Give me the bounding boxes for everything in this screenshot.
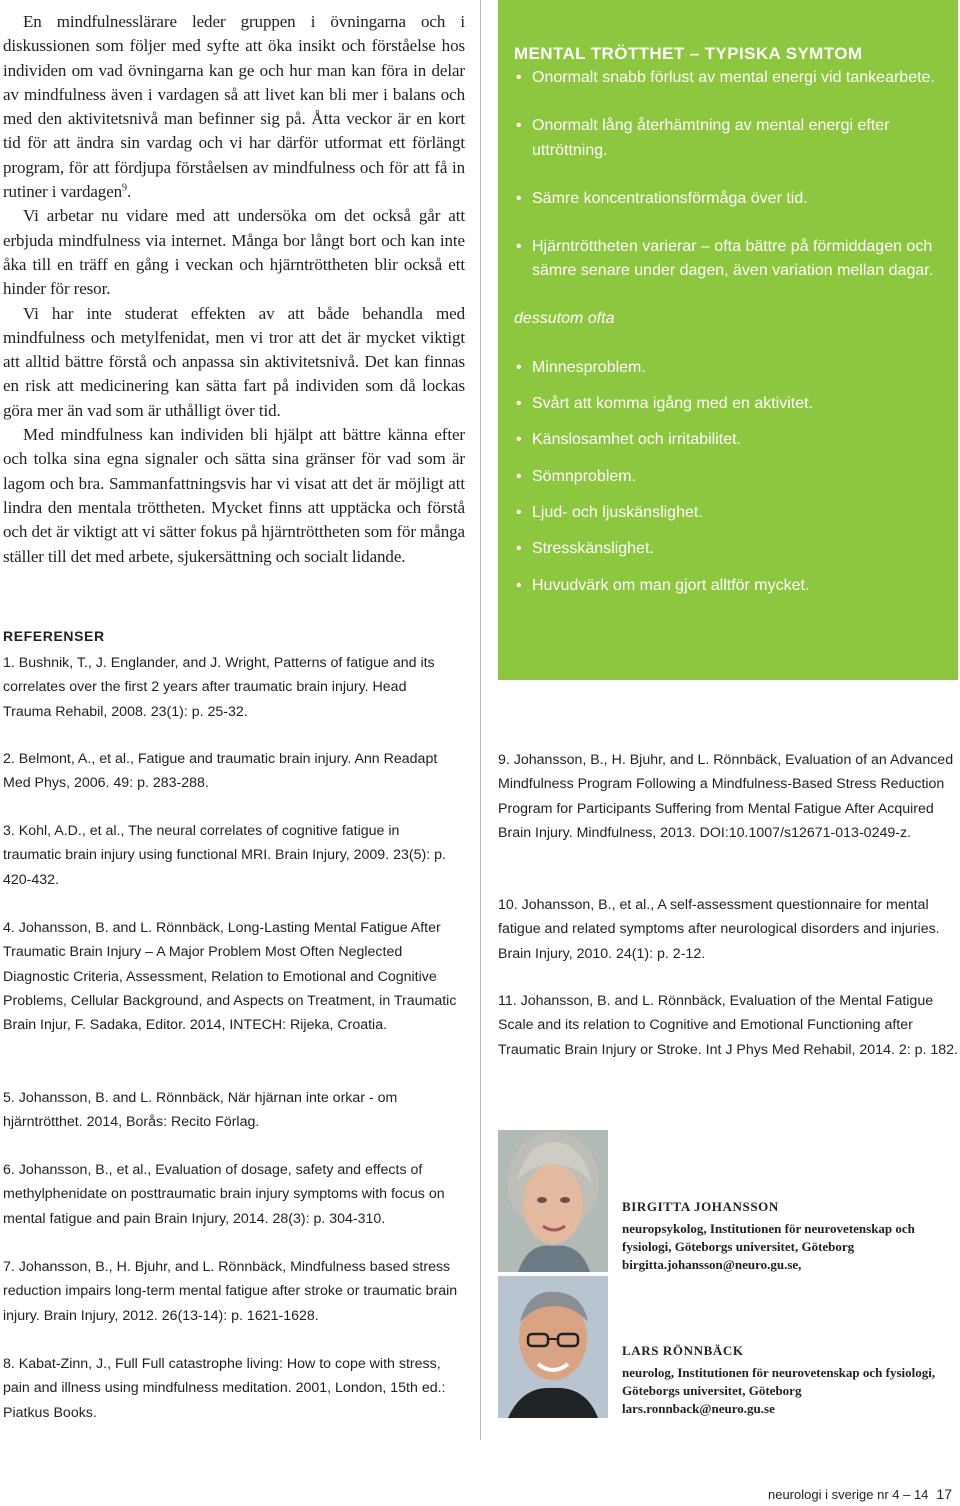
portrait-man <box>498 1276 608 1418</box>
symptom-item: • Sämre koncentrationsförmåga över tid. <box>514 187 946 211</box>
reference-5: 5. Johansson, B. and L. Rönnbäck, När hjärnan inte orkar - om hjärntrötthet. 2014, Borås: Recito Förlag. <box>3 1090 398 1131</box>
symptom-item: • Onormalt snabb förlust av mental energi vid tankearbete. <box>514 66 946 90</box>
page-footer <box>768 1486 952 1502</box>
body-paragraph-4: Med mindfulness kan individen bli hjälpt att bättre känna efter och tolka sina egna signaler och sätta sina gränser för vad som är lagom och bra. Sammanfattningsvis har vi visat att det är möjligt att lindra den mentala tröttheten. Mycket finns att upptäcka och förstå och det är viktigt att vi sätter fokus på hjärntröttheten som för många ställer till det med arbete, sjukersättning och socialt lidande. <box>3 425 465 566</box>
author-name: BIRGITTA JOHANSSON <box>622 1199 779 1214</box>
footnote-period: . <box>126 182 132 202</box>
extra-symptom-item: • Minnesproblem. <box>514 356 946 380</box>
symptom-list <box>514 66 946 284</box>
body-paragraph-3: Vi har inte studerat effekten av att både behandla med mindfulness och metylfenidat, men vi tror att det är mycket viktigt att alltid bättre förstå och anpassa sin aktivitetsnivå. Det kan finnas en risk att medicinering kan sätta fart på individen som då lockas göra mer än vad som är uthålligt över tid. <box>3 303 465 420</box>
author-photo-lars <box>498 1276 608 1418</box>
footnote-ref: 9 <box>122 182 127 194</box>
author-name: LARS RÖNNBÄCK <box>622 1343 744 1358</box>
symptom-box-title: MENTAL TRÖTTHET – TYPISKA SYMTOM <box>514 44 863 63</box>
reference-2: 2. Belmont, A., et al., Fatigue and traumatic brain injury. Ann Readapt Med Phys, 2006. 49: p. 283-288. <box>3 751 438 792</box>
extra-symptom-item: • Svårt att komma igång med en aktivitet. <box>514 392 946 416</box>
reference-10: 10. Johansson, B., et al., A self-assessment questionnaire for mental fatigue and related symptoms after neurological disorders and injuries. Brain Injury, 2010. 24(1): p. 2-12. <box>498 897 940 962</box>
symptom-item: • Onormalt lång återhämtning av mental energi efter uttröttning. <box>514 114 946 163</box>
body-paragraph-1-text: En mindfulnesslärare leder gruppen i övningarna och i diskussionen som följer med syfte att öka insikt och förståelse hos individen om vad övningarna kan ge och hur man kan föra in delar av mindfulness även i vardagen så att livet kan bli mer i balans och med den aktivitetsnivå man befinner sig på. Åtta veckor är en kort tid för att ändra sin vardag och vi har därför utformat ett förlängt program, för att fördjupa förståelsen av mindfulness och för att få in rutiner i vardagen <box>3 12 465 202</box>
reference-9: 9. Johansson, B., H. Bjuhr, and L. Rönnbäck, Evaluation of an Advanced Mindfulness Program Following a Mindfulness-Based Stress Reduction Program for Participants Suffering from Mental Fatigue After Acquired Brain Injury. Mindfulness, 2013. DOI:10.1007/s12671-013-0249-z. <box>498 752 954 841</box>
symptom-item: • Hjärntröttheten varierar – ofta bättre på förmiddagen och sämre senare under dagen, även variation mellan dagar. <box>514 235 946 284</box>
symptom-box <box>498 0 958 680</box>
author-photo-birgitta <box>498 1130 608 1272</box>
reference-4: 4. Johansson, B. and L. Rönnbäck, Long-Lasting Mental Fatigue After Traumatic Brain Injury – A Major Problem Most Often Neglected Diagnostic Criteria, Assessment, Relation to Emotional and Cognitive Problems, Cellular Background, and Aspects on Treatment, in Traumatic Brain Injur, F. Sadaka, Editor. 2014, INTECH: Rijeka, Croatia. <box>3 920 457 1034</box>
portrait-woman <box>498 1130 608 1272</box>
author-description: neuropsykolog, Institutionen för neurovetenskap och fysiologi, Göteborgs universitet, Göteborg <box>622 1221 915 1254</box>
article-body <box>3 10 465 569</box>
reference-11: 11. Johansson, B. and L. Rönnbäck, Evaluation of the Mental Fatigue Scale and its relation to Cognitive and Emotional Functioning after Traumatic Brain Injury or Stroke. Int J Phys Med Rehabil, 2014. 2: p. 182. <box>498 993 958 1058</box>
reference-3: 3. Kohl, A.D., et al., The neural correlates of cognitive fatigue in traumatic brain injury using functional MRI. Brain Injury, 2009. 23(5): p. 420-432. <box>3 823 446 888</box>
extra-symptom-list <box>514 356 946 598</box>
extra-symptom-item: • Stresskänslighet. <box>514 537 946 561</box>
extra-symptom-item: • Sömnproblem. <box>514 465 946 489</box>
reference-6: 6. Johansson, B., et al., Evaluation of dosage, safety and effects of methylphenidate on posttraumatic brain injury symptoms with focus on mental fatigue and pain Brain Injury, 2014. 28(3): p. 304-310. <box>3 1162 445 1227</box>
reference-8: 8. Kabat-Zinn, J., Full Full catastrophe living: How to cope with stress, pain and illness using mindfulness meditation. 2001, London, 15th ed.: Piatkus Books. <box>3 1356 446 1421</box>
extra-symptom-item: • Ljud- och ljuskänslighet. <box>514 501 946 525</box>
symptom-extra-label: dessutom ofta <box>514 309 615 327</box>
extra-symptom-item: • Huvudvärk om man gjort alltför mycket. <box>514 574 946 598</box>
author-email[interactable]: lars.ronnback@neuro.gu.se <box>622 1401 775 1416</box>
author-info-birgitta <box>622 1198 952 1274</box>
extra-symptom-item: • Känslosamhet och irritabilitet. <box>514 428 946 452</box>
author-description: neurolog, Institutionen för neurovetenskap och fysiologi, Göteborgs universitet, Göteborg <box>622 1365 936 1398</box>
author-info-lars <box>622 1342 952 1418</box>
reference-1: 1. Bushnik, T., J. Englander, and J. Wright, Patterns of fatigue and its correlates over the first 2 years after traumatic brain injury. Head Trauma Rehabil, 2008. 23(1): p. 25-32. <box>3 655 435 720</box>
page-number: 17 <box>936 1486 952 1502</box>
column-divider <box>480 0 481 1440</box>
reference-7: 7. Johansson, B., H. Bjuhr, and L. Rönnbäck, Mindfulness based stress reduction impairs long-term mental fatigue after stroke or traumatic brain injury. Brain Injury, 2012. 26(13-14): p. 1621-1628. <box>3 1259 458 1324</box>
author-email[interactable]: birgitta.johansson@neuro.gu.se, <box>622 1257 802 1272</box>
body-paragraph-2: Vi arbetar nu vidare med att undersöka om det också går att erbjuda mindfulness via internet. Många bor långt bort och kan inte åka till en träff en gång i veckan och hjärntröttheten blir också ett hinder för resor. <box>3 206 465 299</box>
publication-name: neurologi i sverige nr 4 – 14 <box>767 1487 929 1502</box>
references-heading: REFERENSER <box>3 628 105 644</box>
body-paragraph-1 <box>3 10 465 204</box>
